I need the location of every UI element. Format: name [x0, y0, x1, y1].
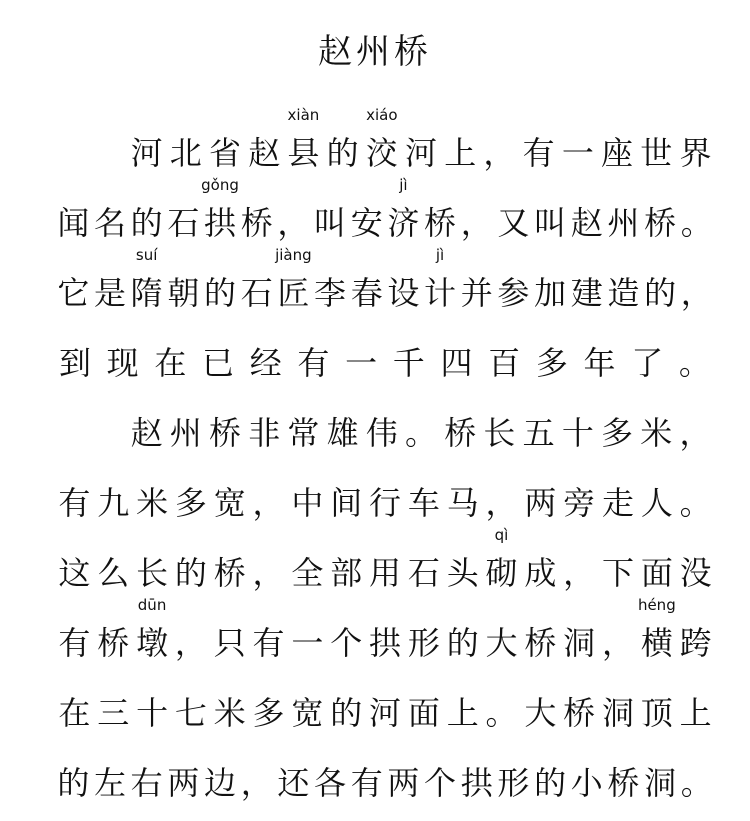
- character: 它: [57, 274, 90, 312]
- character: 多: [252, 694, 285, 732]
- character: 间: [330, 484, 363, 522]
- character: 。: [405, 414, 438, 452]
- character: 形: [407, 624, 440, 662]
- character: 经: [249, 344, 282, 382]
- character: 面: [407, 694, 440, 732]
- character: 叫: [534, 204, 567, 242]
- page-title: 赵州桥: [318, 32, 432, 72]
- character: 朝: [167, 274, 200, 312]
- text-line: [55, 693, 715, 733]
- character: 这: [58, 554, 91, 592]
- character: 伟: [365, 414, 398, 452]
- character: 两: [167, 764, 200, 802]
- character: 洞: [602, 694, 635, 732]
- character: 计: [424, 274, 457, 312]
- character: 造: [607, 274, 640, 312]
- character: 还: [277, 764, 310, 802]
- text-line: [55, 596, 715, 663]
- character: 成: [524, 554, 557, 592]
- character: 百: [488, 344, 521, 382]
- character: 。: [678, 344, 711, 382]
- character: 有: [58, 624, 91, 662]
- character: 闻: [57, 204, 90, 242]
- character: 四: [440, 344, 473, 382]
- character: 桥: [424, 204, 457, 242]
- character: 拱: [204, 204, 237, 242]
- text-line: [55, 176, 715, 243]
- character-with-pinyin: [362, 106, 401, 173]
- character: 长: [136, 554, 169, 592]
- character-with-pinyin: [637, 596, 676, 663]
- character: ，: [485, 484, 518, 522]
- character: 非: [248, 414, 281, 452]
- character: 么: [97, 554, 130, 592]
- character: 在: [154, 344, 187, 382]
- character: 了: [631, 344, 664, 382]
- character: 十: [136, 694, 169, 732]
- character: 常: [287, 414, 320, 452]
- character: 春: [350, 274, 383, 312]
- character: 石: [167, 204, 200, 242]
- character-with-pinyin: [201, 176, 239, 243]
- pinyin-annotation: jì: [399, 176, 408, 194]
- character: 的: [204, 274, 237, 312]
- character: 世: [640, 134, 673, 172]
- character: 各: [314, 764, 347, 802]
- character-with-pinyin: [284, 106, 323, 173]
- character: 拱: [369, 624, 402, 662]
- character: 石: [240, 274, 273, 312]
- character: 人: [640, 484, 673, 522]
- character: 没: [679, 554, 712, 592]
- character: 的: [57, 764, 90, 802]
- character: 桥: [444, 414, 477, 452]
- character: 五: [522, 414, 555, 452]
- character: 用: [369, 554, 402, 592]
- character: 边: [204, 764, 237, 802]
- character: 在: [58, 694, 91, 732]
- character: 雄: [326, 414, 359, 452]
- character: 有: [58, 484, 91, 522]
- character: 的: [534, 764, 567, 802]
- character: 。: [679, 484, 712, 522]
- pinyin-annotation: qì: [494, 526, 509, 544]
- character: 大: [485, 624, 518, 662]
- character: 宽: [213, 484, 246, 522]
- character: 并: [460, 274, 493, 312]
- character: 到: [58, 344, 91, 382]
- character: ，: [679, 414, 712, 452]
- character: 安: [350, 204, 383, 242]
- character: 宽: [291, 694, 324, 732]
- character: ，: [174, 624, 207, 662]
- character: 现: [106, 344, 139, 382]
- pinyin-annotation: jiàng: [275, 246, 312, 264]
- character: 形: [497, 764, 530, 802]
- character: 千: [392, 344, 425, 382]
- character-with-pinyin: [385, 176, 422, 243]
- character: 头: [446, 554, 479, 592]
- character: 桥: [563, 694, 596, 732]
- character: 桥: [240, 204, 273, 242]
- character: 九: [97, 484, 130, 522]
- character: 小: [570, 764, 603, 802]
- character-with-pinyin: [482, 526, 521, 593]
- character: 行: [369, 484, 402, 522]
- character: 砌: [485, 554, 518, 592]
- character: 洞: [644, 764, 677, 802]
- character: 年: [583, 344, 616, 382]
- character: 一: [291, 624, 324, 662]
- character: 多: [601, 414, 634, 452]
- character: 赵: [570, 204, 603, 242]
- text-line: [55, 526, 715, 593]
- character: 一: [345, 344, 378, 382]
- character: 十: [561, 414, 594, 452]
- character: 顶: [640, 694, 673, 732]
- pinyin-annotation: héng: [637, 596, 676, 614]
- character: 上: [446, 694, 479, 732]
- character: 桥: [524, 624, 557, 662]
- character: 。: [680, 764, 713, 802]
- character: ，: [277, 204, 310, 242]
- character: 又: [497, 204, 530, 242]
- character: 全: [291, 554, 324, 592]
- character: 的: [330, 694, 363, 732]
- character: 座: [601, 134, 634, 172]
- character: 参: [497, 274, 530, 312]
- character: 墩: [136, 624, 169, 662]
- character: 部: [330, 554, 363, 592]
- character: 个: [424, 764, 457, 802]
- character: 有: [252, 624, 285, 662]
- character: 河: [405, 134, 438, 172]
- character: 赵: [248, 134, 281, 172]
- character: 面: [640, 554, 673, 592]
- character: 有: [297, 344, 330, 382]
- character: 桥: [97, 624, 130, 662]
- character: 河: [369, 694, 402, 732]
- text-line: [55, 483, 715, 523]
- character: 河: [130, 134, 163, 172]
- character: 的: [644, 274, 677, 312]
- character: 三: [97, 694, 130, 732]
- character: 七: [174, 694, 207, 732]
- character: 走: [602, 484, 635, 522]
- character: 已: [202, 344, 235, 382]
- character: ，: [602, 624, 635, 662]
- character: 两: [524, 484, 557, 522]
- character: 洨: [365, 134, 398, 172]
- character: 桥: [607, 764, 640, 802]
- character: 马: [446, 484, 479, 522]
- text-line: [127, 106, 715, 173]
- character-with-pinyin: [128, 246, 165, 313]
- character: 有: [350, 764, 383, 802]
- character: 有: [522, 134, 555, 172]
- character: 桥: [209, 414, 242, 452]
- character: 建: [570, 274, 603, 312]
- character: 桥: [213, 554, 246, 592]
- character: 左: [94, 764, 127, 802]
- character: 长: [483, 414, 516, 452]
- character: 省: [209, 134, 242, 172]
- character: 旁: [563, 484, 596, 522]
- character: 横: [640, 624, 673, 662]
- character: 设: [387, 274, 420, 312]
- character: 名: [94, 204, 127, 242]
- character: 的: [446, 624, 479, 662]
- character: 车: [407, 484, 440, 522]
- text-line: [55, 246, 715, 313]
- character: ，: [680, 274, 713, 312]
- character: ，: [460, 204, 493, 242]
- character: 一: [561, 134, 594, 172]
- character: 赵: [130, 414, 163, 452]
- character: ，: [252, 484, 285, 522]
- character: 米: [136, 484, 169, 522]
- character: 桥: [644, 204, 677, 242]
- pinyin-annotation: jì: [435, 246, 445, 264]
- character: 加: [534, 274, 567, 312]
- character: 叫: [314, 204, 347, 242]
- pinyin-annotation: xiáo: [366, 106, 398, 124]
- character: 上: [444, 134, 477, 172]
- character: 多: [174, 484, 207, 522]
- character: 济: [387, 204, 420, 242]
- character: 米: [640, 414, 673, 452]
- character: 的: [174, 554, 207, 592]
- text-line: [55, 343, 715, 383]
- character: 多: [535, 344, 568, 382]
- character: 米: [213, 694, 246, 732]
- character-with-pinyin: [133, 596, 172, 663]
- text-line: [55, 763, 715, 803]
- character: 上: [679, 694, 712, 732]
- character: 跨: [679, 624, 712, 662]
- character: 。: [485, 694, 518, 732]
- character: 界: [679, 134, 712, 172]
- character: ，: [563, 554, 596, 592]
- character-with-pinyin: [422, 246, 459, 313]
- pinyin-annotation: xiàn: [287, 106, 320, 124]
- character: 大: [524, 694, 557, 732]
- character: ，: [240, 764, 273, 802]
- character: ，: [483, 134, 516, 172]
- character: 的: [326, 134, 359, 172]
- character: 县: [287, 134, 320, 172]
- character: 匠: [277, 274, 310, 312]
- character: 拱: [460, 764, 493, 802]
- character: 北: [169, 134, 202, 172]
- character: 中: [291, 484, 324, 522]
- character: 石: [407, 554, 440, 592]
- character: 的: [130, 204, 163, 242]
- character-with-pinyin: [275, 246, 312, 313]
- character: ，: [252, 554, 285, 592]
- text-line: [127, 413, 715, 453]
- character: 是: [94, 274, 127, 312]
- character: 洞: [563, 624, 596, 662]
- character: 右: [130, 764, 163, 802]
- character: 下: [602, 554, 635, 592]
- character: 两: [387, 764, 420, 802]
- pinyin-annotation: dūn: [137, 596, 167, 614]
- character: 李: [314, 274, 347, 312]
- character: 州: [169, 414, 202, 452]
- character: 州: [607, 204, 640, 242]
- pinyin-annotation: suí: [135, 246, 158, 264]
- character: 隋: [130, 274, 163, 312]
- character: 个: [330, 624, 363, 662]
- character: 。: [680, 204, 713, 242]
- character: 只: [213, 624, 246, 662]
- pinyin-annotation: gǒng: [201, 176, 239, 194]
